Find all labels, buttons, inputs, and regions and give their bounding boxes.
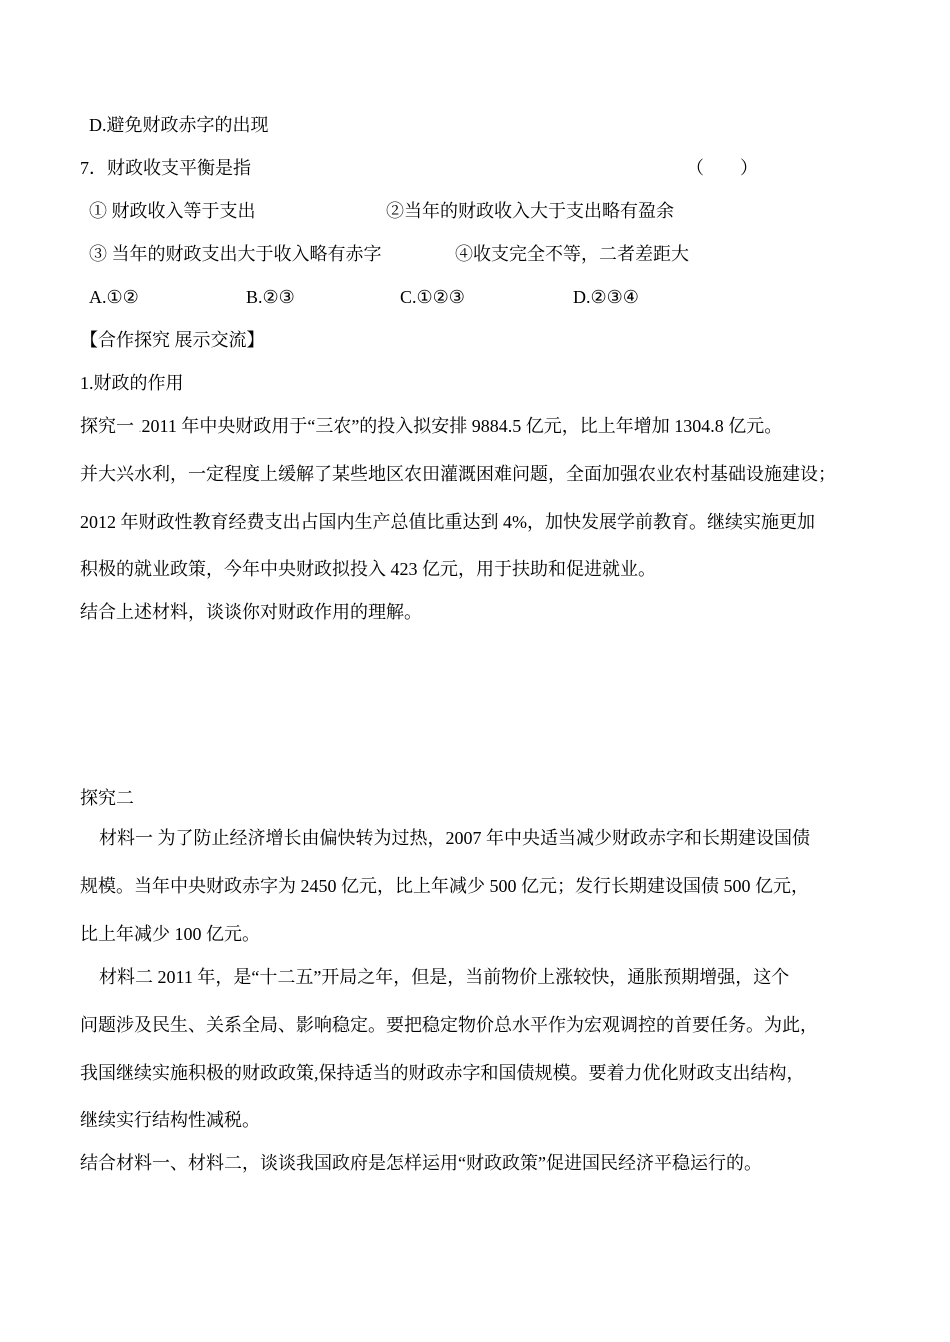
explore2-material2-line-3: 我国继续实施积极的财政政策,保持适当的财政赤字和国债规模。要着力优化财政支出结构，	[80, 1063, 805, 1083]
topic-title: 1.财政的作用	[80, 373, 184, 393]
explore1-text-1: 2011 年中央财政用于“三农”的投入拟安排 9884.5 亿元，比上年增加 1304.8 亿元。	[141, 416, 783, 436]
q7-answer-bracket: （ ）	[686, 158, 758, 178]
explore1-line-4: 积极的就业政策，今年中央财政拟投入 423 亿元，用于扶助和促进就业。	[80, 559, 656, 579]
explore2-material1-line-2: 规模。当年中央财政赤字为 2450 亿元，比上年减少 500 亿元；发行长期建设国债 500 亿元，	[80, 876, 809, 896]
section-title: 【合作探究 展示交流】	[80, 330, 265, 350]
q7-item-2: ②当年的财政收入大于支出略有盈余	[386, 201, 674, 221]
q7-option-c: C.①②③	[400, 287, 465, 307]
q6-option-d: D.避免财政赤字的出现	[89, 115, 269, 135]
explore2-question: 结合材料一、材料二，谈谈我国政府是怎样运用“财政政策”促进国民经济平稳运行的。	[80, 1153, 762, 1173]
q7-option-a: A.①②	[89, 287, 139, 307]
q7-stem: 7．财政收支平衡是指	[80, 158, 251, 178]
explore1-line-2: 并大兴水利，一定程度上缓解了某些地区农田灌溉困难问题，全面加强农业农村基础设施建设；	[80, 464, 836, 484]
explore2-material1-line-3: 比上年减少 100 亿元。	[80, 924, 260, 944]
q7-item-4: ④收支完全不等，二者差距大	[455, 244, 689, 264]
explore1-label: 探究一	[80, 416, 134, 436]
q7-item-1: ① 财政收入等于支出	[89, 201, 256, 221]
explore2-material2-line-4: 继续实行结构性减税。	[80, 1110, 260, 1130]
explore1-mark: .	[138, 421, 142, 435]
q7-option-b: B.②③	[246, 287, 295, 307]
explore1-question: 结合上述材料，谈谈你对财政作用的理解。	[80, 602, 422, 622]
explore2-material1-line-1: 材料一 为了防止经济增长由偏快转为过热，2007 年中央适当减少财政赤字和长期建设国债	[99, 828, 810, 848]
explore1-line-3: 2012 年财政性教育经费支出占国内生产总值比重达到 4%，加快发展学前教育。继续实施更加	[80, 512, 815, 532]
q7-item-3: ③ 当年的财政支出大于收入略有赤字	[89, 244, 382, 264]
explore2-label: 探究二	[80, 788, 134, 808]
explore2-material2-line-1: 材料二 2011 年，是“十二五”开局之年，但是，当前物价上涨较快，通胀预期增强，这个	[99, 967, 790, 987]
q7-option-d: D.②③④	[573, 287, 639, 307]
explore1-line-1	[80, 414, 782, 440]
explore2-material2-line-2: 问题涉及民生、关系全局、影响稳定。要把稳定物价总水平作为宏观调控的首要任务。为此，	[80, 1015, 818, 1035]
